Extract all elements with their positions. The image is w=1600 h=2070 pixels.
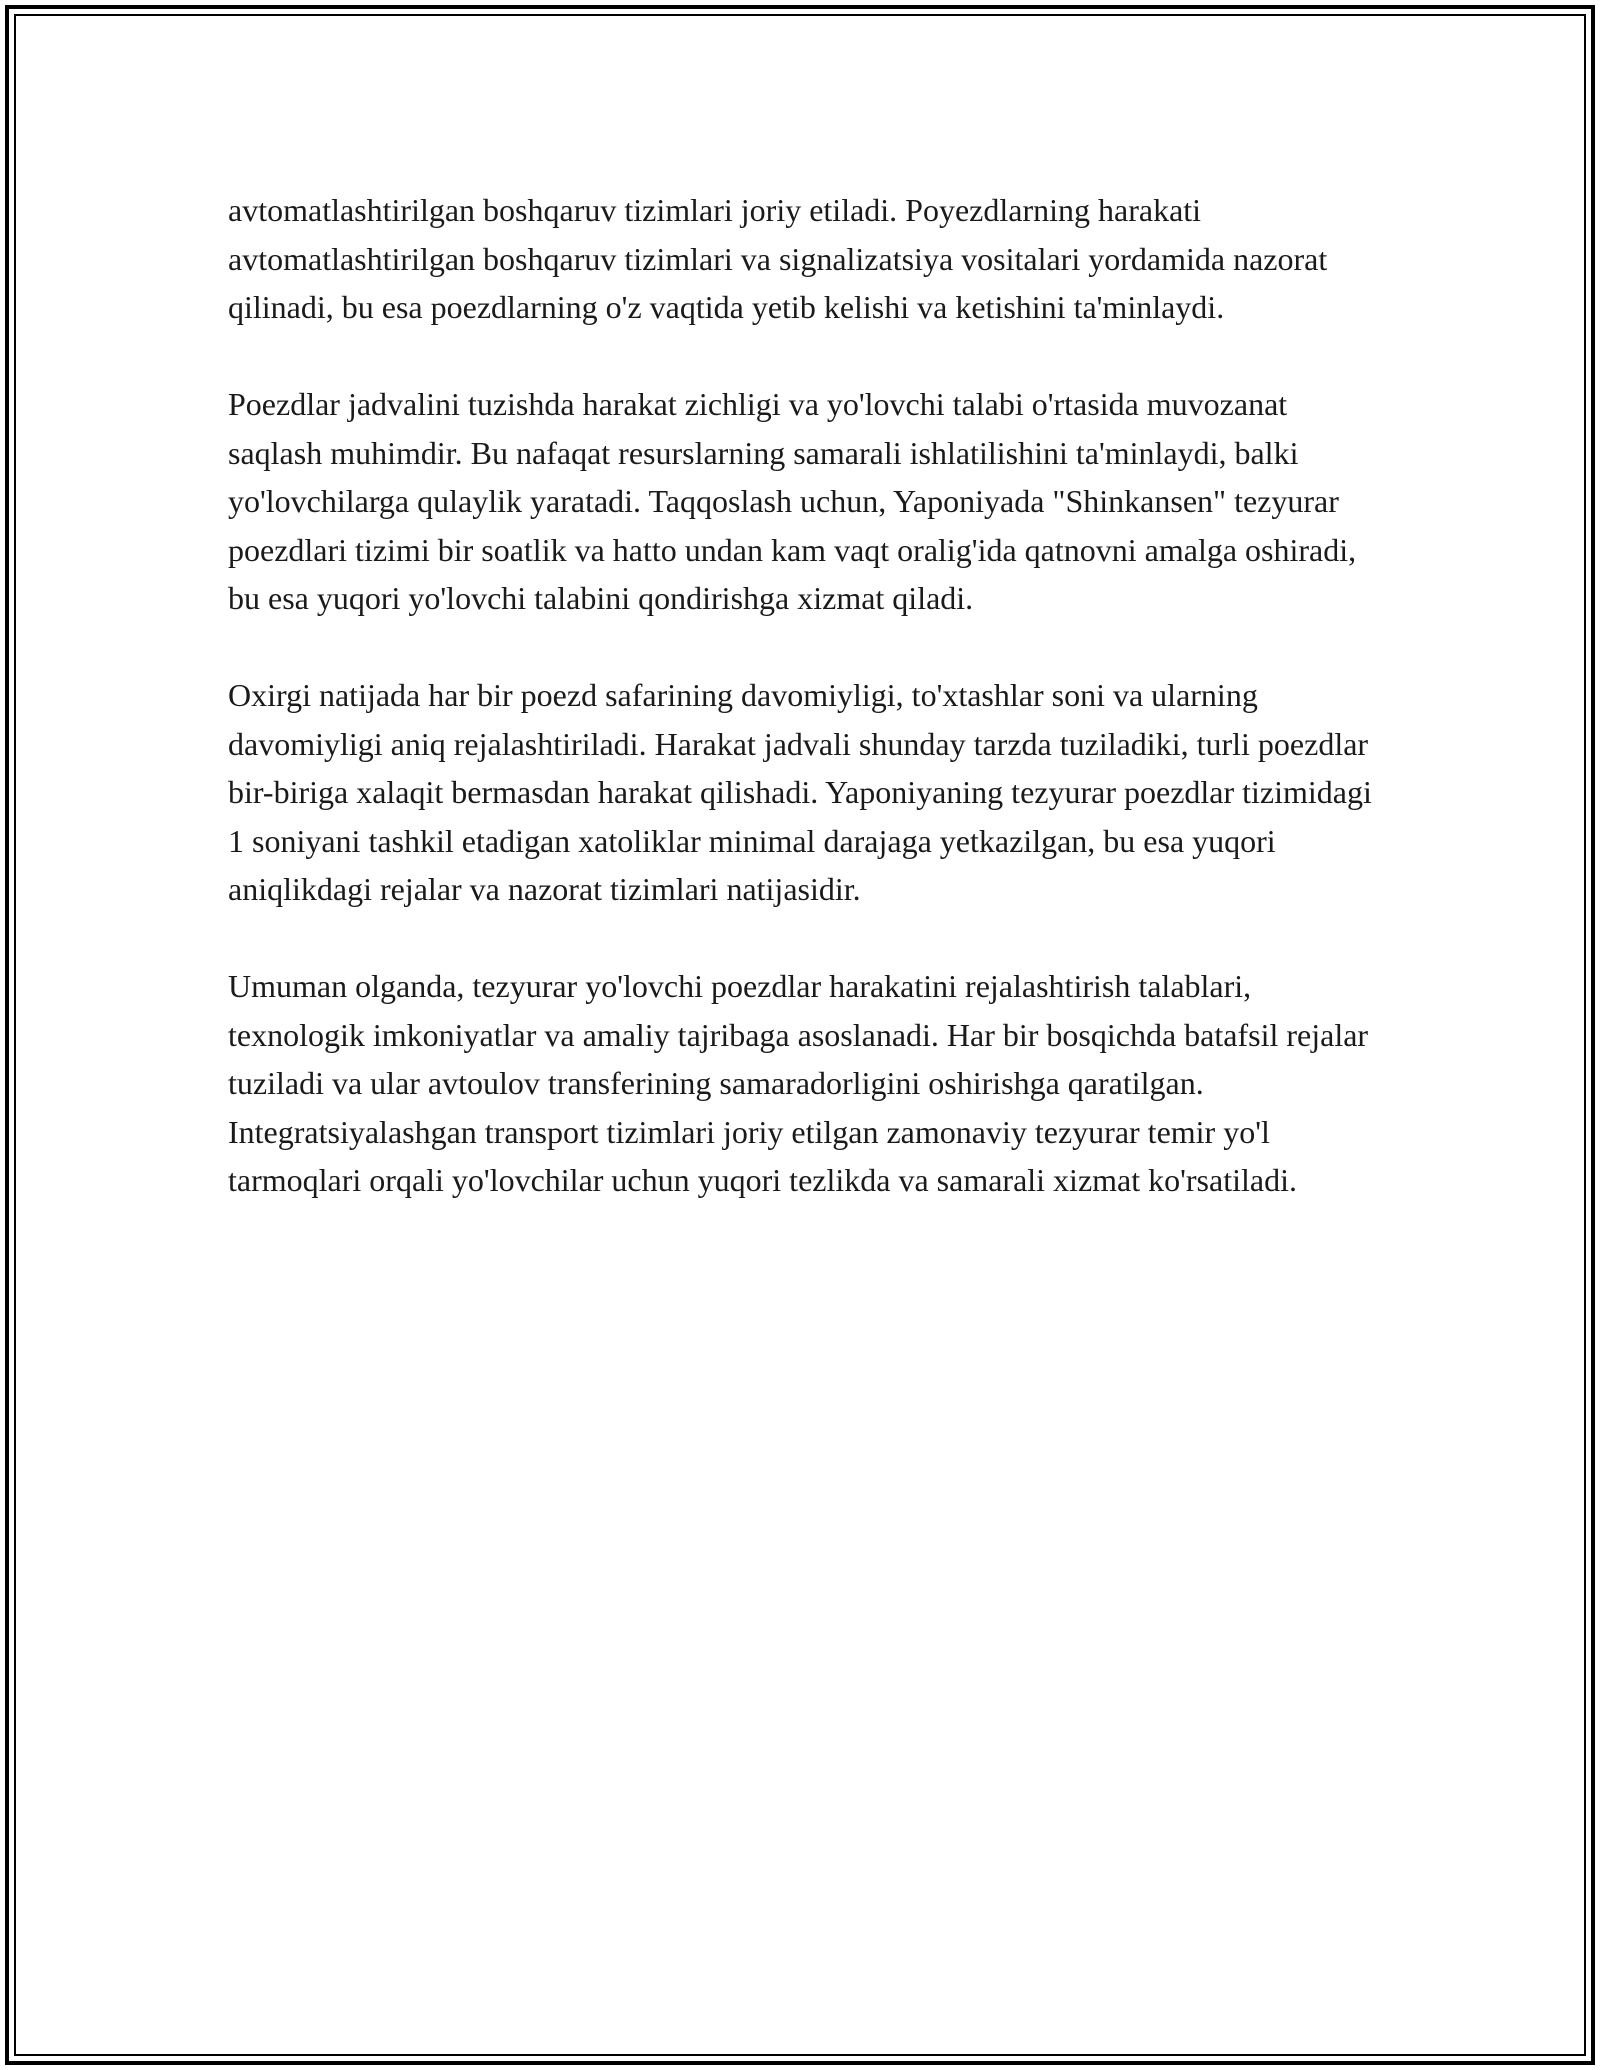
paragraph-4: Umuman olganda, tezyurar yo'lovchi poezdlar harakatini rejalashtirish talablari, texnologik imkoniyatlar va amaliy tajribaga asoslanadi. Har bir bosqichda batafsil rejalar tuziladi va ular avtoulov transferining samaradorligini oshirishga qaratilgan. Integratsiyalashgan transport tizimlari joriy etilgan zamonaviy tezyurar temir yo'l tarmoqlari orqali yo'lovchilar uchun yuqori tezlikda va samarali xizmat ko'rsatiladi. [228,968,1369,1198]
paragraph-2: Poezdlar jadvalini tuzishda harakat zichligi va yo'lovchi talabi o'rtasida muvozanat saqlash muhimdir. Bu nafaqat resurslarning samarali ishlatilishini ta'minlaydi, balki yo'lovchilarga qulaylik yaratadi. Taqqoslash uchun, Yaponiyada "Shinkansen" tezyurar poezdlari tizimi bir soatlik va hatto undan kam vaqt oralig'ida qatnovni amalga oshiradi, bu esa yuqori yo'lovchi talabini qondirishga xizmat qiladi. [228,386,1357,616]
document-body [228,186,1388,1253]
paragraph-3: Oxirgi natijada har bir poezd safarining davomiyligi, to'xtashlar soni va ularning davomiyligi aniq rejalashtiriladi. Harakat jadvali shunday tarzda tuziladiki, turli poezdlar bir-biriga xalaqit bermasdan harakat qilishadi. Yaponiyaning tezyurar poezdlar tizimidagi 1 soniyani tashkil etadigan xatoliklar minimal darajaga yetkazilgan, bu esa yuqori aniqlikdagi rejalar va nazorat tizimlari natijasidir. [228,677,1372,907]
paragraph-1: avtomatlashtirilgan boshqaruv tizimlari joriy etiladi. Poyezdlarning harakati avtomatlashtirilgan boshqaruv tizimlari va signalizatsiya vositalari yordamida nazorat qilinadi, bu esa poezdlarning o'z vaqtida yetib kelishi va ketishini ta'minlaydi. [228,192,1328,325]
